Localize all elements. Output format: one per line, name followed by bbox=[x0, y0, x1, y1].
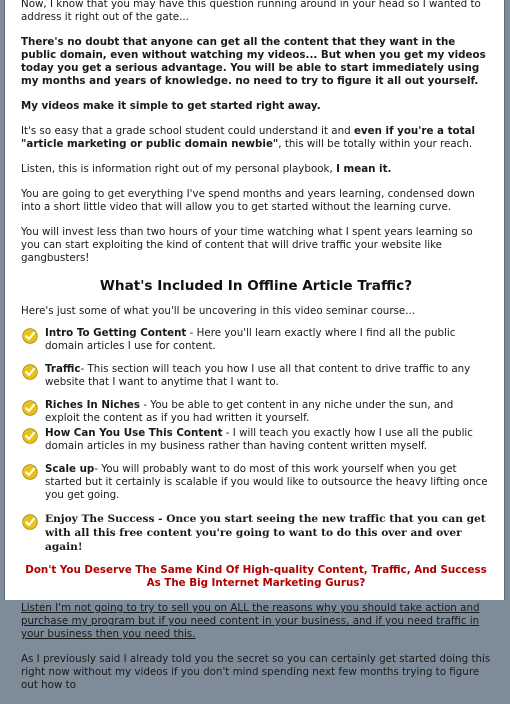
list-item bbox=[21, 463, 491, 502]
section-lead: Here's just some of what you'll be uncovering in this video seminar course... bbox=[21, 305, 416, 317]
feature-title: Scale up bbox=[45, 463, 95, 475]
checkmark-icon bbox=[22, 464, 38, 480]
list-item bbox=[21, 427, 491, 453]
list-item bbox=[21, 327, 491, 353]
intro-paragraph-3: My videos make it simple to get started right away. bbox=[21, 100, 321, 112]
list-item bbox=[21, 399, 491, 425]
checkmark-icon bbox=[22, 364, 38, 380]
list-item bbox=[21, 363, 491, 389]
sales-page bbox=[4, 0, 505, 691]
section-heading: What's Included In Offline Article Traffic? bbox=[99, 278, 413, 294]
success-text: Enjoy The Success - Once you start seeing the new traffic that you can get with all this free content you're going to want to do this over and over again! bbox=[45, 513, 486, 553]
feature-text: - You will probably want to do most of this work yourself when you get started but it certainly is scalable if you would like to outsource the heavy lifting once you get going. bbox=[45, 463, 488, 501]
checkmark-icon bbox=[22, 514, 38, 530]
intro-paragraph-7: You will invest less than two hours of your time watching what I spent years learning so you can start exploiting the kind of content that will drive traffic your website like gangbusters! bbox=[21, 226, 473, 264]
feature-title: Intro To Getting Content bbox=[45, 327, 187, 339]
mean-it-emphasis: I mean it. bbox=[336, 163, 392, 175]
outro-paragraph-2: As I previously said I already told you the secret so you can certainly get started doing this right now without my videos if you don't mind spending next few months trying to figure out how to bbox=[21, 653, 491, 691]
newbie-emphasis: even if you're a total "article marketing or public domain newbie" bbox=[21, 125, 475, 150]
checkmark-icon bbox=[22, 400, 38, 416]
intro-paragraph-5 bbox=[21, 163, 491, 176]
intro-paragraph-2: There's no doubt that anyone can get all the content that they want in the public domain, even without watching my videos... But when you get my videos today you get a serious advantage. You will be able to start immediately using my months and years of knowledge. no need to try to figure it all out yourself. bbox=[21, 36, 486, 87]
intro-paragraph-4 bbox=[21, 125, 491, 151]
checkmark-icon bbox=[22, 428, 38, 444]
intro-paragraph-1: Now, I know that you may have this question running around in your head so I wanted to address it right out of the gate... bbox=[21, 0, 481, 23]
callout-heading: Don't You Deserve The Same Kind Of High-quality Content, Traffic, And Success As The Big Internet Marketing Gurus? bbox=[25, 564, 487, 589]
feature-text: - Here you'll learn exactly where I find all the public domain articles I use for content. bbox=[45, 327, 456, 352]
feature-text: - I will teach you exactly how I use all the public domain articles in my business rather than having content written myself. bbox=[45, 427, 473, 452]
page-content bbox=[21, 0, 491, 704]
text-run: Listen, this is information right out of my personal playbook, bbox=[21, 163, 337, 175]
feature-title: Riches In Niches bbox=[45, 399, 141, 411]
feature-text: - You be able to get content in any niche under the sun, and exploit the content as if you had written it yourself. bbox=[45, 399, 454, 424]
feature-text: - This section will teach you how I use all that content to drive traffic to any website that I want to anytime that I want to. bbox=[45, 363, 471, 388]
feature-title: How Can You Use This Content bbox=[45, 427, 223, 439]
intro-paragraph-6: You are going to get everything I've spend months and years learning, condensed down into a short little video that will allow you to get started without the learning curve. bbox=[21, 188, 475, 213]
list-item bbox=[21, 512, 491, 554]
feature-title: Traffic bbox=[45, 363, 81, 375]
outro-paragraph-1: Listen I'm not going to try to sell you on ALL the reasons why you should take action and purchase my program but if you need content in your business, and if you need traffic in your business then you need this. bbox=[21, 602, 480, 640]
text-run: It's so easy that a grade school student could understand it and bbox=[21, 125, 354, 137]
checkmark-icon bbox=[22, 328, 38, 344]
text-run: , this will be totally within your reach. bbox=[278, 138, 473, 150]
feature-list bbox=[21, 327, 491, 554]
